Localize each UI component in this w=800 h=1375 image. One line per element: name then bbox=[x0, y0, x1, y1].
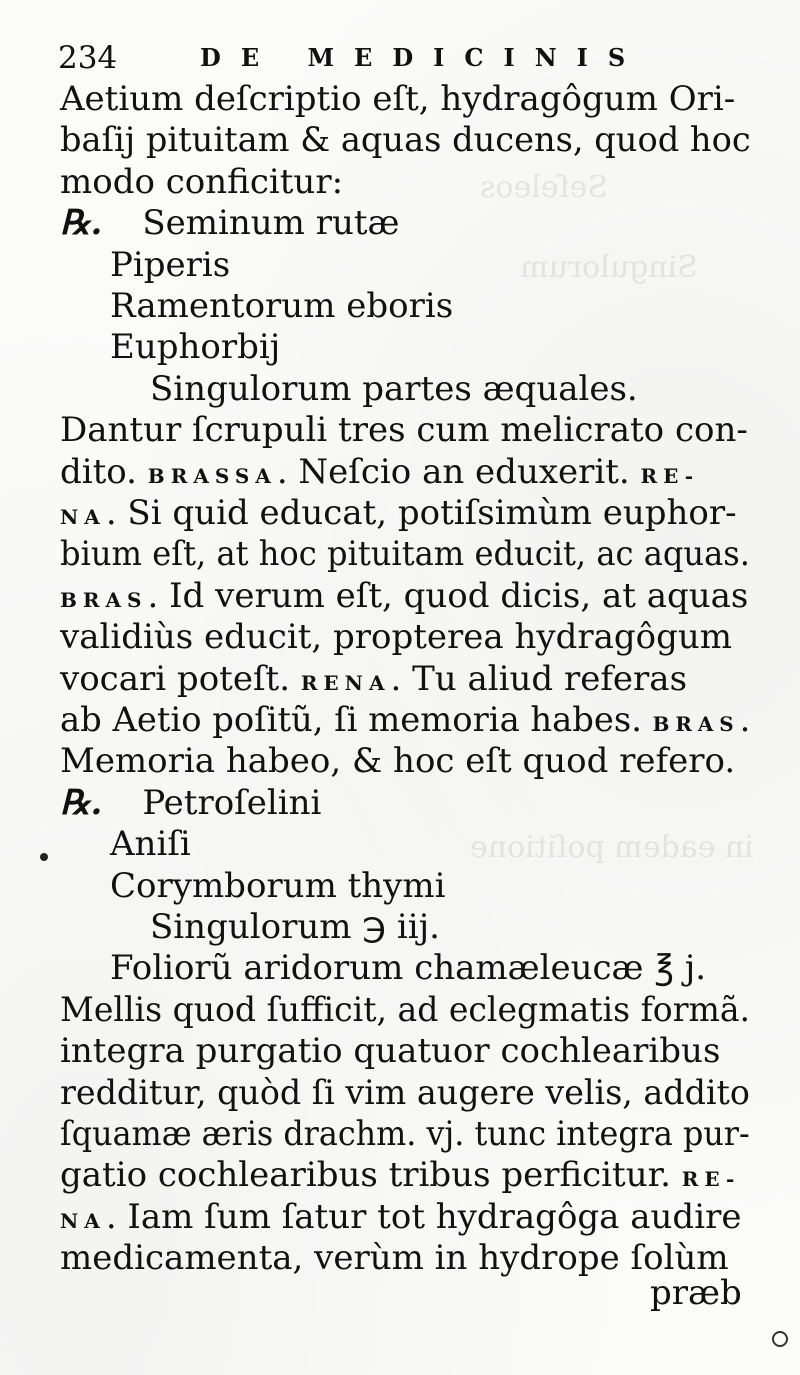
line-text: Corymborum thymi bbox=[110, 865, 446, 906]
text-line bbox=[60, 740, 735, 782]
text-line bbox=[60, 451, 699, 493]
text-line bbox=[60, 1072, 750, 1114]
line-text: Aetium deſcriptio eſt, hydragôgum Ori- bbox=[60, 79, 736, 119]
speaker-name: NA bbox=[60, 505, 106, 529]
text-line bbox=[60, 1113, 750, 1155]
bleed-through-text: Seſeleos bbox=[480, 170, 608, 205]
line-text: Singulorum partes æquales. bbox=[150, 368, 638, 409]
line-text: redditur, quòd ſi vim augere velis, addito bbox=[60, 1072, 750, 1113]
text-segment: ab Aetio poſitũ, ſi memoria habes. bbox=[60, 700, 653, 740]
text-segment: . Id verum eſt, quod dicis, at aquas bbox=[147, 575, 749, 616]
bleed-through-text: Singulorum bbox=[520, 250, 698, 285]
line-text: Singulorum ℈ iij. bbox=[150, 907, 440, 947]
line-text: Euphorbij bbox=[110, 327, 281, 368]
speaker-name: BRAS bbox=[60, 587, 148, 612]
speaker-name: RENA bbox=[300, 670, 391, 695]
page-header bbox=[58, 38, 758, 78]
text-segment: vocari poteſt. bbox=[60, 658, 301, 699]
text-line bbox=[110, 823, 191, 865]
recipe-symbol: ℞. bbox=[60, 203, 103, 244]
text-line bbox=[60, 533, 750, 575]
text-line bbox=[60, 575, 748, 617]
line-text: Mellis quod ſufficit, ad eclegmatis formã. bbox=[60, 989, 751, 1030]
line-text: Dantur ſcrupuli tres cum melicrato con- bbox=[60, 410, 748, 451]
text-segment: dito. bbox=[60, 451, 148, 492]
text-line bbox=[60, 782, 321, 824]
line-text: Seminum rutæ bbox=[142, 203, 400, 244]
text-line bbox=[60, 1154, 740, 1196]
speaker-name: RE- bbox=[681, 1167, 741, 1192]
line-text: Petroſelini bbox=[142, 782, 322, 823]
ink-dot bbox=[40, 853, 48, 861]
line-text: ſquamæ æris drachm. vj. tunc integra pur- bbox=[60, 1114, 750, 1154]
text-segment: . Si quid educat, potiſsimùm euphor- bbox=[105, 493, 737, 533]
text-segment: . Iam ſum ſatur tot hydragôga audire bbox=[105, 1196, 742, 1237]
text-line bbox=[60, 1030, 720, 1072]
speaker-name: BRAS bbox=[652, 712, 740, 736]
text-line bbox=[110, 326, 280, 368]
line-text: modo conficitur: bbox=[60, 161, 344, 202]
speaker-name: BRASSA bbox=[147, 463, 277, 488]
text-line bbox=[150, 906, 440, 948]
bleed-through-text: in eadem poſitione bbox=[470, 830, 754, 865]
text-line bbox=[150, 368, 638, 410]
text-line bbox=[110, 865, 446, 907]
text-line bbox=[110, 285, 453, 327]
text-line bbox=[110, 947, 706, 989]
recipe-symbol: ℞. bbox=[60, 782, 103, 823]
text-segment: . bbox=[739, 700, 751, 740]
running-head: DE MEDICINIS bbox=[200, 43, 646, 72]
text-line bbox=[60, 492, 737, 534]
text-line bbox=[60, 78, 735, 120]
text-line bbox=[60, 616, 732, 658]
text-line bbox=[60, 1196, 741, 1238]
text-line bbox=[60, 161, 343, 203]
line-text: Memoria habeo, & hoc eſt quod refero. bbox=[60, 741, 736, 782]
catchword: præb bbox=[650, 1273, 742, 1313]
speaker-name: NA bbox=[60, 1208, 106, 1233]
page-number: 234 bbox=[58, 40, 118, 76]
line-text: baſij pituitam & aquas ducens, quod hoc bbox=[60, 120, 751, 161]
line-text: bium eſt, at hoc pituitam educit, ac aquas. bbox=[60, 534, 750, 575]
text-line bbox=[60, 989, 750, 1031]
line-text: validiùs educit, propterea hydragôgum bbox=[60, 617, 733, 658]
line-text: Ramentorum eboris bbox=[110, 286, 454, 326]
text-line bbox=[110, 244, 230, 286]
text-line bbox=[60, 658, 687, 700]
text-segment: . Tu aliud referas bbox=[390, 658, 688, 699]
line-text: Piperis bbox=[110, 244, 231, 285]
text-segment: gatio cochlearibus tribus perficitur. bbox=[60, 1155, 682, 1196]
line-text: Foliorũ aridorum chamæleucæ ℥ j. bbox=[110, 948, 707, 989]
speaker-name: RE- bbox=[640, 463, 700, 488]
text-line bbox=[60, 1237, 729, 1279]
text-line bbox=[60, 202, 399, 244]
text-segment: . Neſcio an eduxerit. bbox=[276, 451, 641, 492]
line-text: Aniſi bbox=[110, 824, 191, 865]
text-line bbox=[60, 699, 750, 741]
body-text bbox=[60, 78, 750, 1338]
text-line bbox=[60, 409, 748, 451]
line-text: integra purgatio quatuor cochlearibus bbox=[60, 1031, 721, 1072]
line-text: medicamenta, verùm in hydrope ſolùm bbox=[60, 1238, 729, 1279]
text-line bbox=[60, 119, 751, 161]
page-mark bbox=[772, 1331, 788, 1347]
